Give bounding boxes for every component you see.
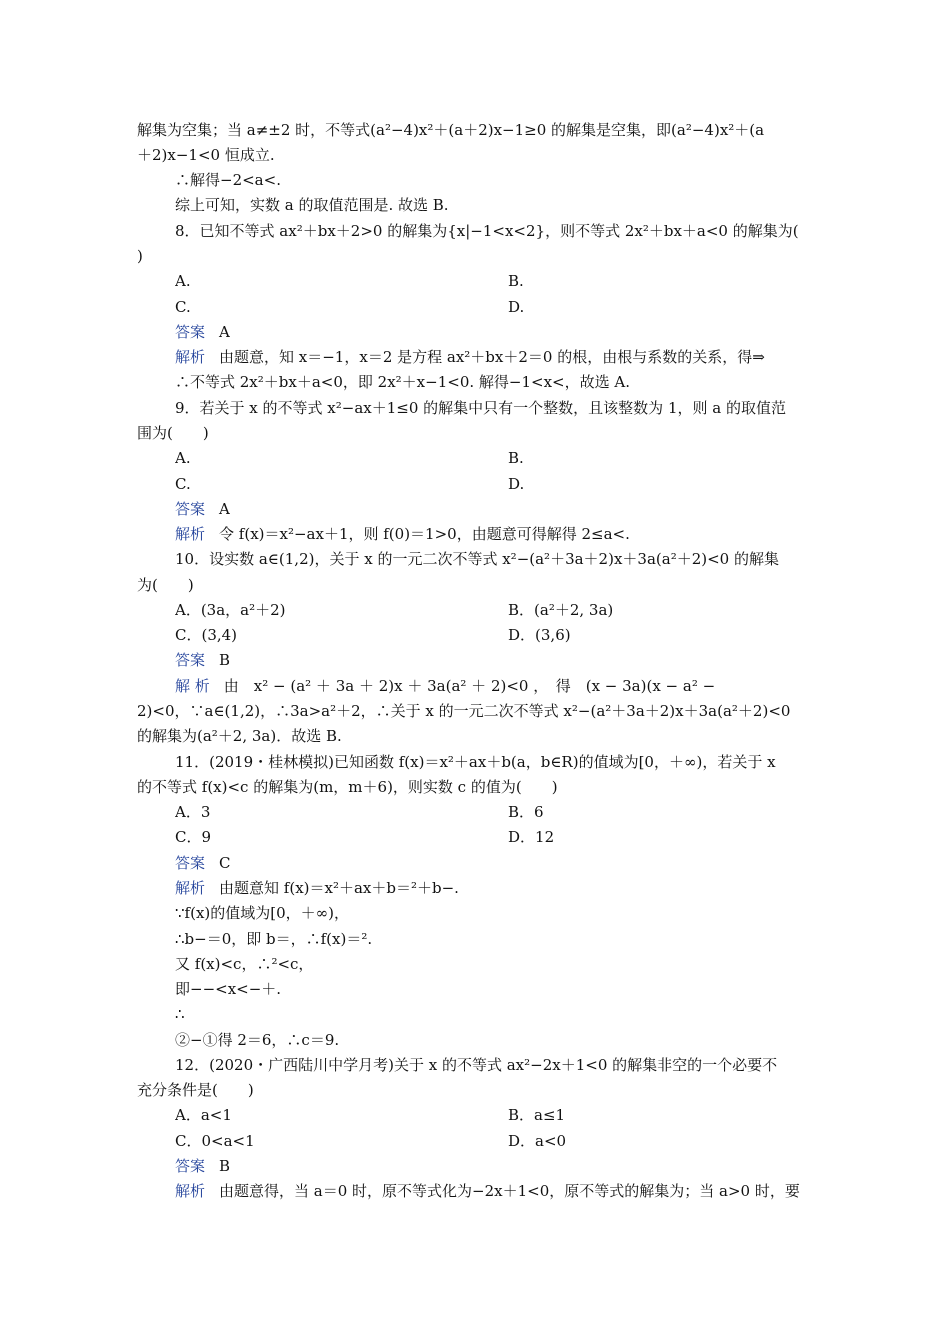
text-line: 综上可知，实数 a 的取值范围是. 故选 B.	[175, 196, 449, 214]
text-line: ∴解得−2<a<.	[175, 171, 281, 189]
analysis-line	[175, 522, 817, 547]
analysis-line	[175, 674, 817, 699]
text-line: 的解集为(a²＋2, 3a)．故选 B.	[137, 727, 342, 745]
text-line: 解集为空集；当 a≠±2 时，不等式(a²−4)x²＋(a＋2)x−1≥0 的解集是空集，即(a²−4)x²＋(a	[137, 121, 765, 139]
text-line: ②−①得 2＝6，∴c＝9.	[175, 1031, 340, 1049]
answer-label: 答案	[175, 854, 206, 872]
text-line: ∴	[175, 1005, 185, 1023]
analysis-line	[175, 345, 817, 370]
analysis-label: 解 析	[175, 677, 210, 695]
option-c: C．(3,4)	[175, 626, 238, 644]
option-a: A．a<1	[175, 1106, 232, 1124]
option-d: D．(3,6)	[508, 626, 571, 644]
analysis-text: 由题意知 f(x)＝x²＋ax＋b＝²＋b−.	[219, 879, 459, 897]
option-c: C.	[175, 475, 191, 493]
option-c: C．9	[175, 828, 212, 846]
text-line: 又 f(x)<c，∴²<c，	[175, 955, 314, 973]
answer-label: 答案	[175, 651, 206, 669]
analysis-label: 解析	[175, 525, 206, 543]
option-d: D．12	[508, 828, 555, 846]
option-b: B.	[508, 449, 524, 467]
answer-line	[175, 648, 817, 673]
option-c: C．0<a<1	[175, 1132, 255, 1150]
option-b: B.	[508, 272, 524, 290]
option-a: A．3	[175, 803, 211, 821]
answer-value: B	[219, 1157, 231, 1175]
text-line: ∵f(x)的值域为[0，＋∞)，	[175, 904, 350, 922]
answer-line	[175, 1154, 817, 1179]
option-b: B．a≤1	[508, 1106, 566, 1124]
answer-label: 答案	[175, 323, 206, 341]
text-line: ＋2)x−1<0 恒成立.	[137, 146, 275, 164]
answer-label: 答案	[175, 1157, 206, 1175]
question-11-stem: 11．(2019・桂林模拟)已知函数 f(x)＝x²＋ax＋b(a，b∈R)的值域为[0，＋∞)，若关于 x	[175, 753, 776, 771]
question-9-stem: 9．若关于 x 的不等式 x²−ax＋1≤0 的解集中只有一个整数，且该整数为 1，则 a 的取值范	[175, 399, 786, 417]
answer-line	[175, 320, 817, 345]
question-8-stem: 8．已知不等式 ax²＋bx＋2>0 的解集为{x|−1<x<2}，则不等式 2x²＋bx＋a<0 的解集为(	[175, 222, 799, 240]
question-12-stem: 12．(2020・广西陆川中学月考)关于 x 的不等式 ax²−2x＋1<0 的解集非空的一个必要不	[175, 1056, 778, 1074]
text-line: 即−−<x<−＋.	[175, 980, 282, 998]
analysis-label: 解析	[175, 879, 206, 897]
option-b: B．(a²＋2, 3a)	[508, 601, 614, 619]
text-line: 的不等式 f(x)<c 的解集为(m，m＋6)，则实数 c 的值为( )	[137, 778, 558, 796]
option-d: D.	[508, 475, 525, 493]
text-line: )	[137, 247, 143, 265]
option-a: A.	[175, 272, 191, 290]
text-line: ∴不等式 2x²＋bx＋a<0，即 2x²＋x−1<0. 解得−1<x<，故选 A.	[175, 373, 630, 391]
analysis-label: 解析	[175, 348, 206, 366]
option-d: D.	[508, 298, 525, 316]
option-d: D．a<0	[508, 1132, 567, 1150]
analysis-text: 由题意得，当 a＝0 时，原不等式化为−2x＋1<0，原不等式的解集为；当 a>0 时，要	[219, 1182, 800, 1200]
option-b: B．6	[508, 803, 544, 821]
answer-value: C	[219, 854, 231, 872]
text-line: ∴b−＝0，即 b＝，∴f(x)＝².	[175, 930, 373, 948]
text-line: 围为( )	[137, 424, 209, 442]
option-c: C.	[175, 298, 191, 316]
analysis-line	[175, 876, 817, 901]
analysis-text: 由 x² − (a² ＋ 3a ＋ 2)x ＋ 3a(a² ＋ 2)<0 ， 得 (x − 3a)(x − a² −	[223, 677, 716, 695]
answer-label: 答案	[175, 500, 206, 518]
analysis-text: 令 f(x)＝x²−ax＋1，则 f(0)＝1>0，由题意可得解得 2≤a<.	[219, 525, 630, 543]
text-line: 2)<0，∵a∈(1,2)，∴3a>a²＋2，∴关于 x 的一元二次不等式 x²−(a²＋3a＋2)x＋3a(a²＋2)<0	[137, 702, 791, 720]
answer-value: A	[219, 323, 230, 341]
analysis-line	[175, 1179, 817, 1204]
text-line: 充分条件是( )	[137, 1081, 254, 1099]
answer-line	[175, 851, 817, 876]
question-10-stem: 10．设实数 a∈(1,2)，关于 x 的一元二次不等式 x²−(a²＋3a＋2)x＋3a(a²＋2)<0 的解集	[175, 550, 779, 568]
text-line: 为( )	[137, 576, 194, 594]
option-a: A.	[175, 449, 191, 467]
answer-value: A	[219, 500, 230, 518]
analysis-text: 由题意，知 x＝−1，x＝2 是方程 ax²＋bx＋2＝0 的根，由根与系数的关系，得⇒	[219, 348, 765, 366]
answer-line	[175, 497, 817, 522]
analysis-label: 解析	[175, 1182, 206, 1200]
answer-value: B	[219, 651, 231, 669]
option-a: A．(3a，a²＋2)	[175, 601, 286, 619]
